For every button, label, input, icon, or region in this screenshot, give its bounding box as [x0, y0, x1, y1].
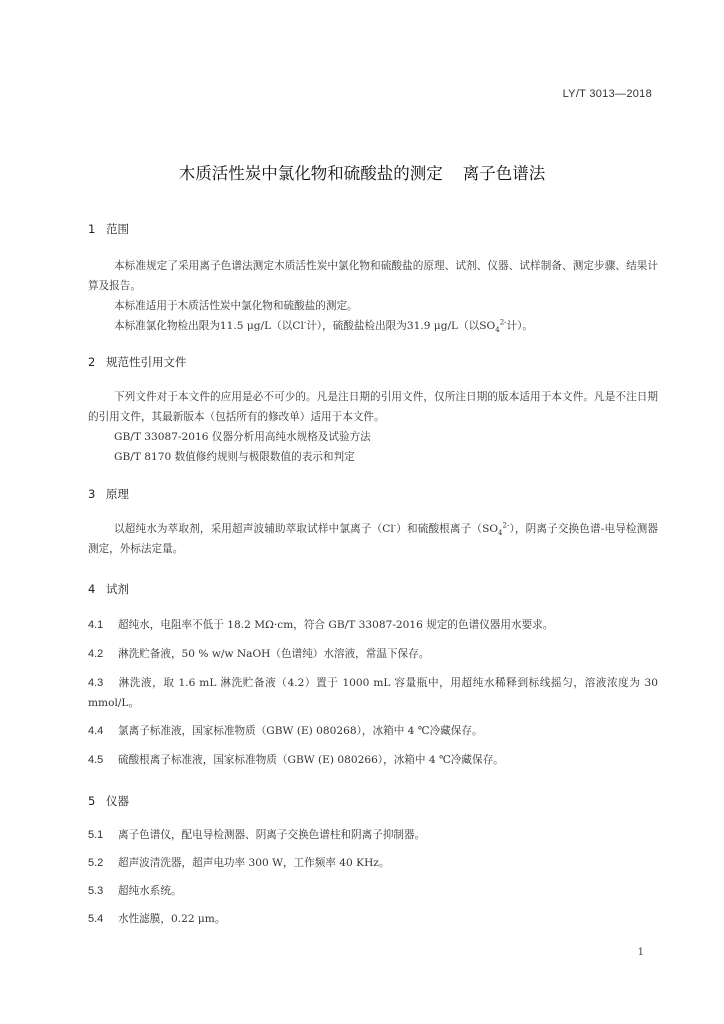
section-title: 规范性引用文件: [106, 355, 187, 369]
section-2-body: [88, 387, 658, 467]
text-run: ），阴离子交换色谱-电导检测器测定，外标法定量。: [88, 523, 658, 555]
clause-text: 超纯水，电阻率不低于 18.2 MΩ·cm，符合 GB/T 33087-2016 规定的色谱仪器用水要求。: [118, 619, 554, 631]
clause-4-5: [88, 750, 658, 770]
clause-text: 超纯水系统。: [118, 885, 182, 897]
section-title: 范围: [106, 222, 129, 236]
clause-number: 4.2: [88, 648, 104, 660]
reference-item: GB/T 33087-2016 仪器分析用高纯水规格及试验方法: [114, 431, 371, 443]
text-run: 以超纯水为萃取剂，采用超声波辅助萃取试样中氯离子（Cl: [114, 523, 394, 535]
clause-text: 硫酸根离子标准液，国家标准物质（GBW (E) 080266），冰箱中 4 ℃冷藏保存。: [118, 754, 504, 766]
clause-5-2: [88, 853, 658, 873]
clause-5-3: [88, 881, 658, 901]
section-heading-3: [88, 486, 129, 502]
section-number: 5: [88, 794, 96, 808]
clause-5-4: [88, 909, 658, 929]
clause-4-1: [88, 615, 658, 635]
text-run: ）和硫酸根离子（SO: [396, 523, 499, 535]
text-run: 计），硫酸盐检出限为31.9 μg/L（以SO: [306, 320, 496, 332]
paragraph: 下列文件对于本文件的应用是必不可少的。凡是注日期的引用文件，仅所注日期的版本适用于本文件。凡是不注日期的引用文件，其最新版本（包括所有的修改单）适用于本文件。: [88, 391, 658, 423]
paragraph: [88, 316, 658, 336]
superscript: 2-: [499, 318, 507, 327]
subscript: 4: [498, 529, 503, 538]
section-heading-5: [88, 793, 129, 809]
section-number: 4: [88, 582, 96, 596]
section-heading-2: [88, 354, 187, 370]
standard-code: LY/T 3013—2018: [562, 88, 652, 100]
clause-4-3: [88, 673, 658, 713]
clause-text: 水性滤膜，0.22 μm。: [118, 913, 226, 925]
section-heading-4: [88, 581, 129, 597]
clause-text: 氯离子标准液，国家标准物质（GBW (E) 080268），冰箱中 4 ℃冷藏保存。: [118, 725, 483, 737]
section-title: 试剂: [106, 582, 129, 596]
title-sub: 离子色谱法: [462, 164, 546, 183]
clause-number: 4.4: [88, 725, 104, 737]
section-number: 1: [88, 222, 96, 236]
clause-number: 5.4: [88, 913, 104, 925]
page-title: [0, 160, 724, 184]
superscript: -: [303, 318, 307, 327]
clause-number: 4.1: [88, 619, 104, 631]
text-run: 本标准氯化物检出限为11.5 μg/L（以Cl: [114, 320, 304, 332]
section-number: 2: [88, 355, 96, 369]
clause-4-4: [88, 721, 658, 741]
clause-number: 4.3: [88, 677, 104, 689]
section-title: 仪器: [106, 794, 129, 808]
title-main: 木质活性炭中氯化物和硫酸盐的测定: [178, 164, 443, 183]
clause-number: 4.5: [88, 754, 104, 766]
clause-number: 5.1: [88, 829, 104, 841]
clause-number: 5.3: [88, 885, 104, 897]
clause-text: 淋洗贮备液，50 % w/w NaOH（色谱纯）水溶液，常温下保存。: [118, 648, 430, 660]
clause-4-2: [88, 644, 658, 664]
paragraph: 本标准适用于木质活性炭中氯化物和硫酸盐的测定。: [114, 300, 358, 312]
section-heading-1: [88, 221, 129, 237]
clause-5-1: [88, 825, 658, 845]
section-title: 原理: [106, 487, 129, 501]
clause-text: 淋洗液，取 1.6 mL 淋洗贮备液（4.2）置于 1000 mL 容量瓶中，用超纯水稀释到标线摇匀，溶液浓度为 30 mmol/L。: [88, 677, 658, 709]
section-1-body: [88, 256, 658, 336]
superscript: -: [393, 521, 397, 530]
superscript: 2-: [502, 521, 510, 530]
clause-text: 离子色谱仪，配电导检测器、阴离子交换色谱柱和阴离子抑制器。: [118, 829, 426, 841]
section-number: 3: [88, 487, 96, 501]
section-3-body: [88, 519, 658, 559]
page-number: 1: [637, 947, 644, 958]
paragraph: [88, 519, 658, 559]
paragraph: 本标准规定了采用离子色谱法测定木质活性炭中氯化物和硫酸盐的原理、试剂、仪器、试样制备、测定步骤、结果计算及报告。: [88, 260, 658, 292]
subscript: 4: [495, 326, 500, 335]
clause-number: 5.2: [88, 857, 104, 869]
reference-item: GB/T 8170 数值修约规则与极限数值的表示和判定: [114, 451, 355, 463]
text-run: 计）。: [506, 320, 533, 332]
clause-text: 超声波清洗器，超声电功率 300 W，工作频率 40 KHz。: [118, 857, 390, 869]
